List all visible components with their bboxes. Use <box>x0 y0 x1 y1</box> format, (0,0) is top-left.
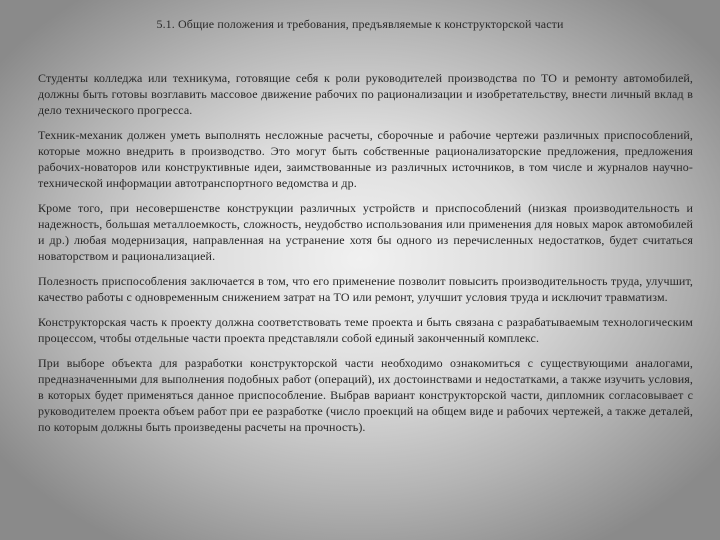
paragraph-5: Конструкторская часть к проекту должна соответствовать теме проекта и быть связана с разрабатываемым технологическим процессом, чтобы отдельные части проекта представляли собой единый законченный комплекс. <box>38 315 693 345</box>
paragraph-4: Полезность приспособления заключается в том, что его применение позволит повысить производительность труда, улучшит, качество работы с одновременным снижением затрат на ТО или ремонт, улучшит условия труда и исключит травматизм. <box>38 274 693 304</box>
paragraph-3: Кроме того, при несовершенстве конструкции различных устройств и приспособлений (низкая производительность и надежность, большая металлоемкость, сложность, неудобство использования или применения для новых марок автомобилей и др.) любая модернизация, направленная на устранение хотя бы одного из перечисленных недостатков, будет считаться новаторством и рационализацией. <box>38 201 693 263</box>
paragraph-1: Студенты колледжа или техникума, готовящие себя к роли руководителей производства по ТО и ремонту автомобилей, должны быть готовы возглавить массовое движение рабочих по рационализации и изобретательству, внести личный вклад в дело технического прогресса. <box>38 71 693 117</box>
slide-body <box>38 70 693 444</box>
paragraph-6: При выборе объекта для разработки конструкторской части необходимо ознакомиться с существующими аналогами, предназначенными для выполнения подобных работ (операций), их достоинствами и недостатками, а также изучить условия, в которых будет применяться данное приспособление. Выбрав вариант конструкторской части, дипломник согласовывает с руководителем проекта объем работ при ее разработке (число проекций на общем виде и рабочих чертежей, а также деталей, по которым должны быть произведены расчеты на прочность). <box>38 356 693 434</box>
paragraph-2: Техник-механик должен уметь выполнять несложные расчеты, сборочные и рабочие чертежи различных приспособлений, которые можно внедрить в производство. Это могут быть собственные рационализаторские предложения, предложения рабочих-новаторов или конструктивные идеи, заимствованные из различных источников, в том числе и журналов научно-технической информации автотранспортного ведомства и др. <box>38 128 693 190</box>
slide-title: 5.1. Общие положения и требования, предъявляемые к конструкторской части <box>156 17 564 31</box>
